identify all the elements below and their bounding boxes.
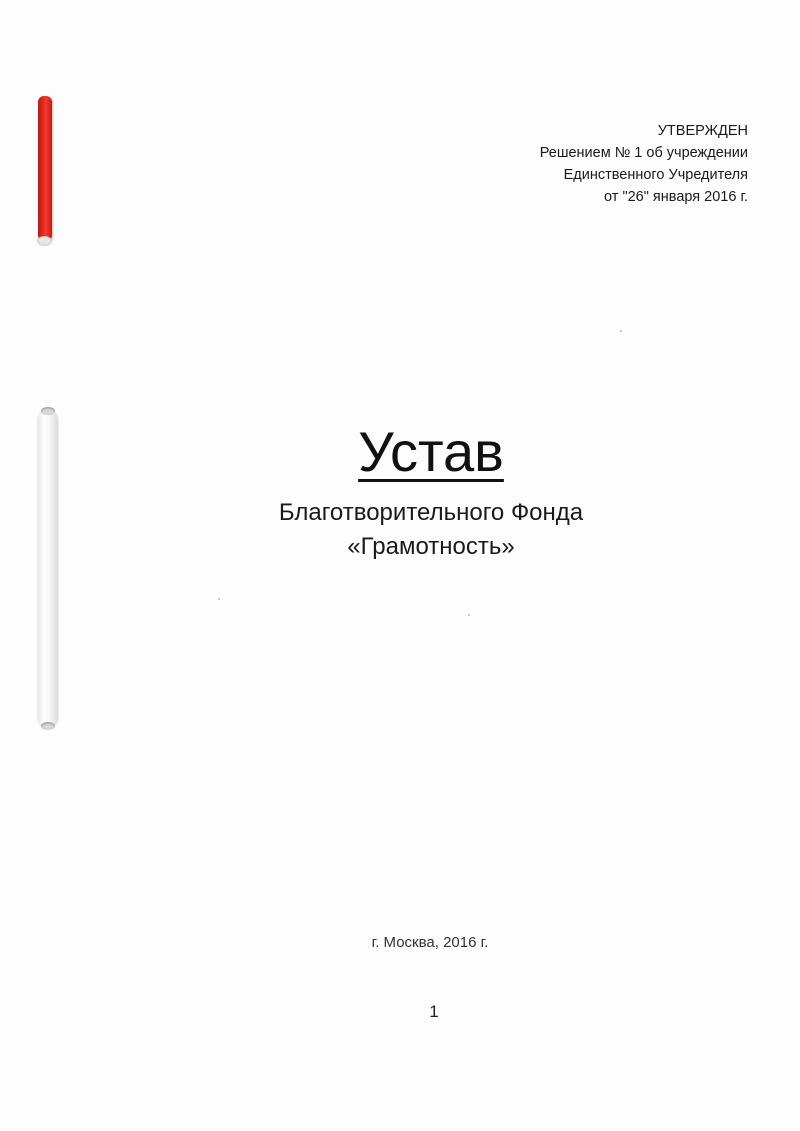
document-subtitle (62, 496, 800, 564)
approval-block (540, 120, 748, 208)
title-block (0, 420, 800, 564)
approval-decision-line: Решением № 1 об учреждении (539, 145, 748, 161)
paper-speck (218, 598, 220, 600)
binding-hole-bottom (41, 722, 55, 730)
paper-speck (620, 330, 622, 332)
place-date: г. Москва, 2016 г. (371, 934, 489, 951)
paper-speck (468, 614, 470, 616)
approval-date-line: от "26" января 2016 г. (604, 189, 748, 205)
binding-hole-top (41, 407, 55, 415)
approval-heading: УТВЕРЖДЕН (657, 123, 748, 139)
subtitle-line-1: Благотворительного Фонда (278, 499, 584, 526)
page-number: 1 (429, 1002, 439, 1021)
approval-founder-line: Единственного Учредителя (563, 167, 748, 183)
red-binding-thread (38, 96, 52, 242)
subtitle-line-2: «Грамотность» (347, 533, 515, 560)
document-title: Устав (358, 420, 504, 483)
